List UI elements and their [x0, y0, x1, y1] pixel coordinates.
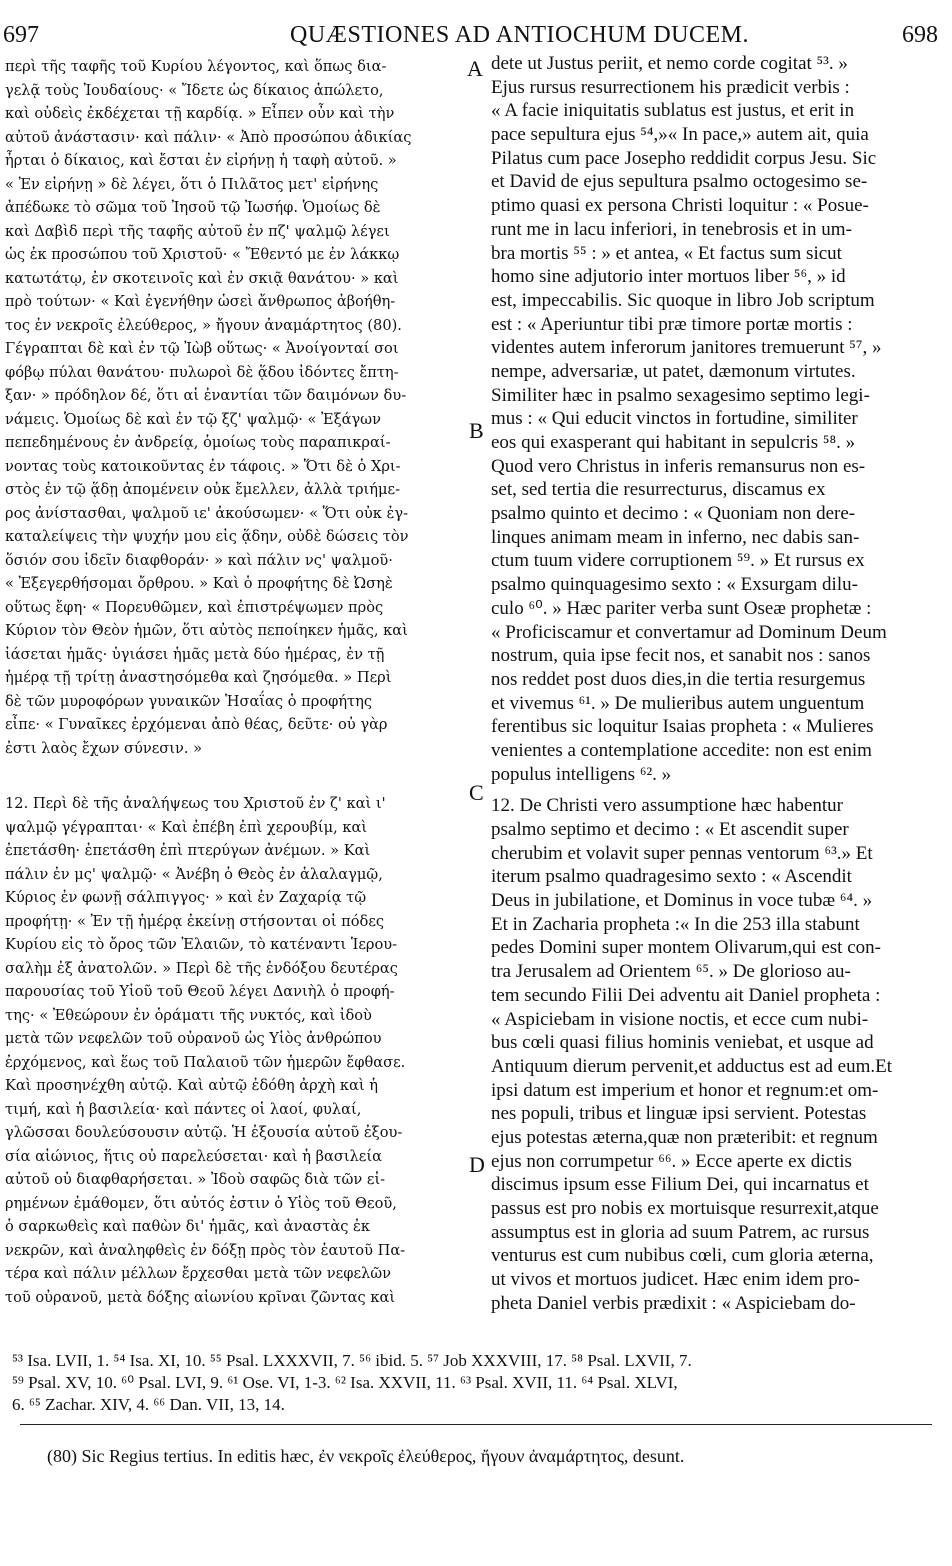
- greek-text-line: στὸς ἐν τῷ ᾅδῃ ἀπομένειν οὐκ ἔμελλεν, ἀλλὰ τριήμε-: [5, 481, 401, 498]
- latin-text-line: est : « Aperiuntur tibi præ timore portæ mortis :: [491, 313, 853, 335]
- greek-text-line: εἶπε· « Γυναῖκες ἐρχόμεναι ἀπὸ θέας, δεῦτε· οὐ γὰρ: [5, 716, 388, 733]
- latin-text-line: homo sine adjutorio inter mortuos liber ⁵⁶, » id: [491, 266, 846, 288]
- greek-text-line: ἐπετάσθη· ἐπετάσθη ἐπὶ πτερύγων ἀνέμων. » Καὶ: [5, 842, 371, 859]
- greek-text-line: σία αἰώνιος, ἥτις οὐ παρελεύσεται· καὶ ἡ βασιλεία: [5, 1147, 382, 1165]
- latin-text-line: 12. De Christi vero assumptione hæc habentur: [491, 795, 843, 817]
- greek-text-line: τοῦ οὐρανοῦ, μετὰ δόξης αἰωνίου κρῖναι ζῶντας καὶ: [5, 1288, 396, 1306]
- latin-text-line: ejus potestas æterna,quæ non præteribit: et regnum: [491, 1126, 878, 1148]
- latin-text-line: Ejus rursus resurrectionem his prædicit verbis :: [491, 76, 850, 98]
- latin-text-line: « Aspiciebam in visione noctis, et ecce cum nubi-: [491, 1008, 869, 1030]
- greek-text-line: περὶ τῆς ταφῆς τοῦ Κυρίου λέγοντος, καὶ ὅπως δια-: [5, 58, 387, 75]
- latin-text-line: assumptus est in gloria ad suum Patrem, ac rursus: [491, 1221, 870, 1243]
- greek-text-line: καὶ Δαβὶδ περὶ τῆς ταφῆς αὐτοῦ ἐν πζ' ψαλμῷ λέγει: [5, 222, 390, 240]
- greek-text-line: γελᾷ τοὺς Ἰουδαίους· « Ἴδετε ὡς δίκαιος ἀπώλετο,: [5, 81, 384, 99]
- greek-text-line: Κυρίου εἰς τὸ ὄρος τῶν Ἐλαιῶν, τὸ κατέναντι Ἱερου-: [5, 936, 398, 953]
- greek-text-line: Κύριον τὸν Θεὸν ἡμῶν, ὅτι αὐτὸς πεποίηκεν ἡμᾶς, καὶ: [5, 622, 408, 639]
- greek-text-line: μετὰ τῶν νεφελῶν τοῦ οὐρανοῦ ὡς Υἱὸς ἀνθρώπου: [5, 1030, 382, 1047]
- greek-text-line: 12. Περὶ δὲ τῆς ἀναλήψεως του Χριστοῦ ἐν ζ' καὶ ι': [5, 795, 386, 812]
- latin-column: [491, 52, 938, 1315]
- latin-text-line: populus intelligens ⁶². »: [491, 763, 672, 785]
- latin-text-line: Pilatus cum pace Josepho reddidit corpus Jesu. Sic: [491, 147, 877, 169]
- latin-text-line: pace sepultura ejus ⁵⁴,»« In pace,» autem ait, quia: [491, 124, 869, 146]
- latin-text-line: psalmo septimo et decimo : « Et ascendit super: [491, 819, 849, 840]
- latin-text-line: ctum tuum videre corruptionem ⁵⁹. » Et rursus ex: [491, 550, 865, 572]
- latin-text-line: est, impeccabilis. Sic quoque in libro Job scriptum: [491, 289, 875, 311]
- latin-text-line: venturus est cum nubibus cœli, cum gloria æterna,: [491, 1245, 874, 1267]
- greek-text-line: ἐρχόμενος, καὶ ἕως τοῦ Παλαιοῦ τῶν ἡμερῶν ἔφθασε.: [5, 1053, 406, 1071]
- greek-text-line: ρος ἀνίστασθαι, ψαλμοῦ ιε' ἀκούσωμεν· « Ὅτι οὐκ ἐγ-: [5, 504, 409, 522]
- greek-text-line: της· « Ἐθεώρουν ἐν ὁράματι τῆς νυκτός, καὶ ἰδοὺ: [5, 1006, 372, 1024]
- greek-text-line: Γέγραπται δὲ καὶ ἐν τῷ Ἰὼβ οὕτως· « Ἀνοίγονταί σοι: [5, 340, 399, 357]
- latin-text-line: discimus ipsum esse Filium Dei, qui incarnatus et: [491, 1174, 869, 1196]
- latin-text-line: Deus in jubilatione, et Dominus in voce tubæ ⁶⁴. »: [491, 890, 873, 912]
- greek-text-line: τος ἐν νεκροῖς ἐλεύθερος, » ἤγουν ἀναμάρτητος (80).: [5, 316, 402, 334]
- latin-text-line: psalmo quinto et decimo : « Quoniam non dere-: [491, 503, 856, 525]
- latin-text-line: runt me in lacu inferiori, in tenebrosis et in um-: [491, 218, 852, 240]
- footnote-line: ⁵³ Isa. LVII, 1. ⁵⁴ Isa. XI, 10. ⁵⁵ Psal. LXXXVII, 7. ⁵⁶ ibid. 5. ⁵⁷ Job XXXVIII, 17. ⁵⁸ Psal. LXVII, 7.: [12, 1351, 692, 1370]
- note-80: (80) Sic Regius tertius. In editis hæc, ἐν νεκροῖς ἐλεύθερος, ἤγουν ἀναμάρτητος, desunt.: [47, 1446, 685, 1466]
- latin-text-line: mus : « Qui educit vinctos in fortudine, similiter: [491, 408, 858, 430]
- margin-marker-b: B: [469, 418, 484, 443]
- greek-text-line: ἦρται ὁ δίκαιος, καὶ ἔσται ἐν εἰρήνῃ ἡ ταφὴ αὐτοῦ. »: [5, 152, 397, 169]
- greek-text-line: δὲ τῶν μυροφόρων γυναικῶν Ἡσαΐας ὁ προφήτης: [5, 692, 373, 710]
- greek-text-line: αὐτοῦ ἀνάστασιν· καὶ πάλιν· « Ἀπὸ προσώπου ἀδικίας: [5, 128, 412, 146]
- greek-text-line: πεπεδημένους ἐν ἀνδρείᾳ, ὁμοίως τοὺς παραπικραί-: [5, 434, 391, 451]
- greek-text-line: ὁ σαρκωθεὶς καὶ παθὼν δι' ἡμᾶς, καὶ ἀναστὰς ἐκ: [5, 1218, 370, 1235]
- latin-text-line: nostrum, quia ipse fecit nos, et sanabit nos : sanos: [491, 645, 871, 667]
- latin-paragraph-2: [491, 794, 938, 1315]
- latin-text-line: eos qui exasperant qui habitant in sepulcris ⁵⁸. »: [491, 432, 856, 453]
- greek-text-line: ξαν· » πρόδηλον δέ, ὅτι αἱ ἐναντίαι τῶν δαιμόνων δυ-: [5, 387, 407, 404]
- latin-text-line: ut vivos et mortuos judicet. Hæc enim idem pro-: [491, 1269, 860, 1291]
- latin-text-line: tra Jerusalem ad Orientem ⁶⁵. » De glorioso au-: [491, 961, 851, 983]
- left-page-number: 697: [3, 22, 39, 48]
- latin-text-line: Similiter hæc in psalmo sexagesimo septimo legi-: [491, 384, 870, 406]
- greek-text-line: καὶ οὐδεὶς ἐκδέχεται τῇ καρδίᾳ. » Εἶπεν οὖν καὶ τὴν: [5, 105, 395, 122]
- latin-text-line: nos reddet post duos dies,in die tertia resurgemus: [491, 668, 866, 690]
- latin-text-line: videntes autem inferorum janitores tremuerunt ⁵⁷, »: [491, 337, 882, 359]
- latin-text-line: pedes Domini super montem Olivarum,qui est con-: [491, 937, 881, 959]
- latin-text-line: ferentibus sic loquitur Isaias propheta : « Mulieres: [491, 716, 874, 738]
- greek-text-line: οὕτως ἔφη· « Πορευθῶμεν, καὶ ἐπιστρέψωμεν πρὸς: [5, 598, 384, 616]
- latin-text-line: psalmo quinquagesimo sexto : « Exsurgam dilu-: [491, 574, 858, 596]
- greek-text-line: καταλείψεις τὴν ψυχήν μου εἰς ᾅδην, οὐδὲ δώσεις τὸν: [5, 528, 409, 545]
- greek-text-line: Κύριος ἐν φωνῇ σάλπιγγος· » καὶ ἐν Ζαχαρίᾳ τῷ: [5, 889, 367, 906]
- greek-text-line: ἰάσεται ἡμᾶς· ὑγιάσει ἡμᾶς μετὰ δύο ἡμέρας, ἐν τῇ: [5, 645, 385, 663]
- latin-text-line: bra mortis ⁵⁵ : » et antea, « Et factus sum sicut: [491, 242, 842, 264]
- latin-text-line: ipsi datum est imperium et honor et regnum:et om-: [491, 1079, 879, 1101]
- latin-text-line: tem secundo Filii Dei adventu ait Daniel propheta :: [491, 984, 881, 1006]
- latin-text-line: Quod vero Christus in inferis remansurus non es-: [491, 455, 866, 477]
- greek-paragraph-2: [5, 792, 463, 1309]
- greek-text-line: νάμεις. Ὁμοίως δὲ καὶ ἐν τῷ ξζ' ψαλμῷ· « Ἐξάγων: [5, 410, 381, 428]
- greek-text-line: τιμή, καὶ ἡ βασιλεία· καὶ πάντες οἱ λαοί, φυλαί,: [5, 1100, 362, 1118]
- footnotes: [12, 1350, 940, 1416]
- margin-marker-a: A: [467, 56, 483, 81]
- greek-text-line: προφήτῃ· « Ἐν τῇ ἡμέρᾳ ἐκείνῃ στήσονται οἱ πόδες: [5, 912, 385, 930]
- greek-text-line: σαλὴμ ἐξ ἀνατολῶν. » Περὶ δὲ τῆς ἐνδόξου δευτέρας: [5, 959, 398, 977]
- latin-text-line: ejus non corrumpetur ⁶⁶. » Ecce aperte ex dictis: [491, 1150, 852, 1172]
- greek-text-line: παρουσίας τοῦ Υἱοῦ τοῦ Θεοῦ λέγει Δανιὴλ ὁ προφή-: [5, 983, 395, 1000]
- margin-marker-d: D: [469, 1152, 485, 1177]
- latin-text-line: « Proficiscamur et convertamur ad Dominum Deum: [491, 621, 887, 643]
- greek-text-line: νεκρῶν, καὶ ἀναληφθεὶς ἐν δόξῃ πρὸς τὸν ἑαυτοῦ Πα-: [5, 1241, 406, 1259]
- greek-text-line: ὡς ἐκ προσώπου τοῦ Χριστοῦ· « Ἔθεντό με ἐν λάκκῳ: [5, 246, 400, 263]
- latin-text-line: nempe, adversariæ, ut patet, dæmonum virtutes.: [491, 360, 856, 382]
- latin-paragraph-1: [491, 52, 938, 786]
- latin-text-line: Et in Zacharia propheta :« In die 253 illa stabunt: [491, 913, 860, 935]
- footnote-line: 6. ⁶⁵ Zachar. XIV, 4. ⁶⁶ Dan. VII, 13, 14.: [12, 1395, 285, 1414]
- greek-text-line: ρημένων ἐμάθομεν, ὅτι αὐτός ἐστιν ὁ Υἱὸς τοῦ Θεοῦ,: [5, 1194, 397, 1212]
- latin-text-line: dete ut Justus periit, et nemo corde cogitat ⁵³. »: [491, 53, 848, 74]
- latin-text-line: cherubim et volavit super pennas ventorum ⁶³.» Et: [491, 842, 873, 864]
- greek-text-line: νοντας τοὺς κατοικοῦντας ἐν τάφοις. » Ὅτι δὲ ὁ Χρι-: [5, 457, 401, 475]
- latin-text-line: ptimo quasi ex persona Christi loquitur : « Posue-: [491, 195, 869, 217]
- greek-paragraph-1: [5, 55, 463, 760]
- footnote-line: ⁵⁹ Psal. XV, 10. ⁶⁰ Psal. LVI, 9. ⁶¹ Ose. VI, 1-3. ⁶² Isa. XXVII, 11. ⁶³ Psal. XVII, 11. ⁶⁴ Psal. XLVI,: [12, 1373, 678, 1392]
- greek-text-line: ψαλμῷ γέγραπται· « Καὶ ἐπέβη ἐπὶ χερουβίμ, καὶ: [5, 818, 368, 836]
- greek-text-line: ἀπέδωκε τὸ σῶμα τοῦ Ἰησοῦ τῷ Ἰωσήφ. Ὁμοίως δὲ: [5, 199, 381, 216]
- running-title: QUÆSTIONES AD ANTIOCHUM DUCEM.: [290, 22, 750, 48]
- latin-text-line: venientes a contemplatione accedite: non est enim: [491, 739, 872, 761]
- greek-column: [5, 55, 463, 1309]
- greek-text-line: « Ἐν εἰρήνῃ » δὲ λέγει, ὅτι ὁ Πιλᾶτος μετ' εἰρήνης: [5, 175, 379, 193]
- latin-text-line: et David de ejus sepultura psalmo octogesimo se-: [491, 171, 868, 193]
- greek-text-line: ἐστι λαὸς ἔχων σύνεσιν. »: [5, 739, 203, 757]
- latin-text-line: et vivemus ⁶¹. » De mulieribus autem unguentum: [491, 692, 865, 714]
- right-page-number: 698: [902, 22, 938, 48]
- latin-text-line: pheta Daniel verbis prædixit : « Aspiciebam do-: [491, 1292, 856, 1314]
- greek-text-line: γλῶσσαι δουλεύσουσιν αὐτῷ. Ἡ ἐξουσία αὐτοῦ ἐξου-: [5, 1124, 403, 1141]
- greek-text-line: φόβῳ πύλαι θανάτου· πυλωροὶ δὲ ᾅδου ἰδόντες ἔπτη-: [5, 363, 399, 381]
- greek-text-line: πάλιν ἐν μς' ψαλμῷ· « Ἀνέβη ὁ Θεὸς ἐν ἀλαλαγμῷ,: [5, 865, 383, 883]
- greek-text-line: τέρα καὶ πάλιν μέλλων ἔρχεσθαι μετὰ τῶν νεφελῶν: [5, 1265, 392, 1282]
- latin-text-line: iterum psalmo quadragesimo sexto : « Ascendit: [491, 866, 852, 888]
- greek-text-line: πρὸ τούτων· « Καὶ ἐγενήθην ὡσεὶ ἄνθρωπος ἀβοήθη-: [5, 293, 396, 310]
- greek-text-line: « Ἐξεγερθήσομαι ὄρθρου. » Καὶ ὁ προφήτης δὲ Ὠσηὲ: [5, 575, 393, 592]
- footnote-divider: [20, 1424, 932, 1425]
- greek-text-line: αὐτοῦ οὐ διαφθαρήσεται. » Ἰδοὺ σαφῶς διὰ τῶν εἰ-: [5, 1171, 386, 1188]
- latin-text-line: bus cœli quasi filius hominis veniebat, et usque ad: [491, 1032, 874, 1054]
- greek-text-line: ἡμέρᾳ τῇ τρίτῃ ἀναστησόμεθα καὶ ζησόμεθα. » Περὶ: [5, 669, 392, 686]
- greek-text-line: Καὶ προσηνέχθη αὐτῷ. Καὶ αὐτῷ ἐδόθη ἀρχὴ καὶ ἡ: [5, 1077, 378, 1094]
- latin-text-line: linques animam meam in inferno, nec dabis san-: [491, 526, 860, 548]
- latin-text-line: Antiquum dierum pervenit,et adductus est ad eum.Et: [491, 1055, 893, 1077]
- greek-text-line: ὅσιόν σου ἰδεῖν διαφθοράν· » καὶ πάλιν νς' ψαλμοῦ·: [5, 551, 393, 569]
- latin-text-line: nes populi, tribus et linguæ ipsi servient. Potestas: [491, 1103, 867, 1125]
- greek-text-line: κατωτάτῳ, ἐν σκοτεινοῖς καὶ ἐν σκιᾷ θανάτου· » καὶ: [5, 269, 399, 287]
- latin-text-line: « A facie iniquitatis sublatus est justus, et erit in: [491, 100, 855, 122]
- latin-text-line: culo ⁶⁰. » Hæc pariter verba sunt Oseæ prophetæ :: [491, 597, 872, 619]
- latin-text-line: passus est pro nobis ex mortuisque resurrexit,atque: [491, 1198, 879, 1219]
- margin-marker-c: C: [469, 780, 484, 805]
- latin-text-line: set, sed tertia die resurrecturus, discamus ex: [491, 479, 826, 501]
